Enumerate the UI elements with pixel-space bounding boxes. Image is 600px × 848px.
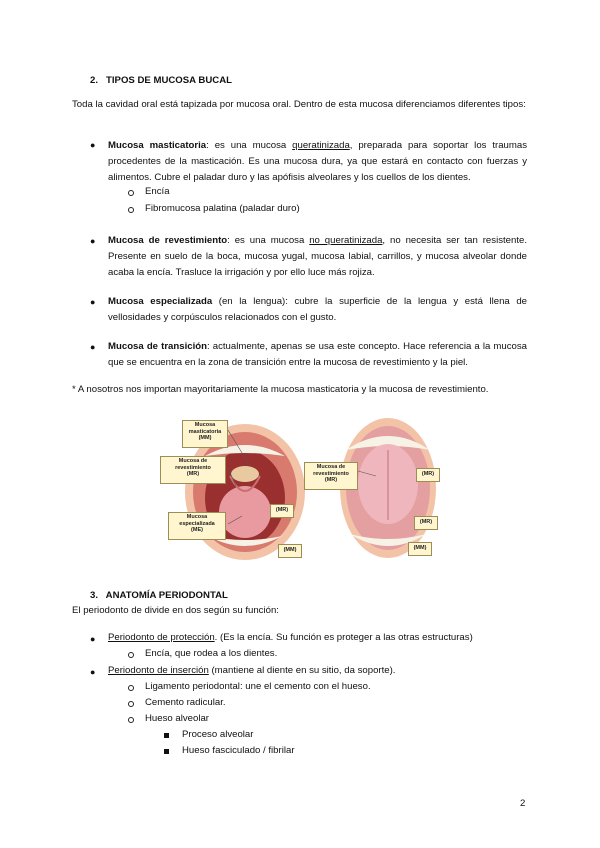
bullet-icon: ● — [90, 297, 96, 307]
label-mucosa-masticatoria — [182, 420, 228, 448]
term: Mucosa de transición — [108, 341, 207, 352]
label-line: (MR) — [186, 471, 200, 477]
sub-item: Encía — [145, 186, 170, 197]
circle-bullet-icon — [128, 652, 134, 658]
bullet-icon: ● — [90, 140, 96, 150]
label-line: Mucosa de — [178, 458, 208, 464]
term: Periodonto de inserción — [108, 665, 209, 676]
section-3-number: 3. — [90, 590, 99, 601]
list-item-mucosa-especializada — [108, 294, 527, 326]
circle-bullet-icon — [128, 685, 134, 691]
circle-bullet-icon — [128, 207, 134, 213]
circle-bullet-icon — [128, 190, 134, 196]
text: : es una mucosa — [206, 140, 293, 151]
page-number: 2 — [520, 798, 526, 809]
term: Periodonto de protección — [108, 632, 215, 643]
label-line: (MR) — [324, 477, 338, 483]
tag-mr-right-bottom: (MR) — [414, 516, 438, 530]
label-line: especializada — [179, 520, 215, 527]
section-3-title: ANATOMÍA PERIODONTAL — [105, 590, 228, 601]
label-line: (ME) — [191, 527, 203, 533]
text: , no necesita ser tan resistente. Presente en suelo de la boca, mucosa yugal, mucosa labial, carrillos, y mucosa alveolar donde acaba la encía. Trasluce la irrigación y por ello luce más rojiza. — [108, 235, 527, 278]
label-line: Mucosa — [186, 514, 208, 520]
list-item-mucosa-revestimiento — [108, 233, 527, 281]
text: : es una mucosa — [227, 235, 310, 246]
label-line: Mucosa de — [316, 464, 346, 470]
list-item-periodonto-insercion — [108, 663, 538, 679]
tag-mr-left: (MR) — [270, 504, 294, 518]
text: , preparada para soportar los traumas procedentes de la masticación. Es una mucosa dura, ya que estará en contacto con fuerzas y alimentos. Cubre el paladar duro y las apófisis alveolares y los cuellos de los dientes. — [108, 140, 528, 183]
label-line: masticatoria — [188, 428, 222, 435]
label-line: (MM) — [198, 435, 212, 441]
list-item-mucosa-transicion — [108, 339, 527, 371]
bullet-icon: ● — [90, 634, 96, 644]
circle-bullet-icon — [128, 701, 134, 707]
sub-item: Encía, que rodea a los dientes. — [145, 648, 278, 659]
tag-mm-right: (MM) — [408, 542, 432, 556]
term: Mucosa masticatoria — [108, 140, 207, 151]
sub-sub-item: Proceso alveolar — [182, 729, 254, 740]
section-2-heading — [90, 75, 232, 86]
label-line: revestimiento — [313, 470, 349, 477]
section-2-intro: Toda la cavidad oral está tapizada por mucosa oral. Dentro de esta mucosa diferenciamos diferentes tipos: — [72, 99, 526, 110]
list-item-mucosa-masticatoria — [108, 138, 527, 186]
bullet-icon: ● — [90, 236, 96, 246]
section-3-heading — [90, 590, 228, 601]
bullet-icon: ● — [90, 667, 96, 677]
tag-mr-right-top: (MR) — [416, 468, 440, 482]
sub-item: Fibromucosa palatina (paladar duro) — [145, 203, 300, 214]
underlined-term: no queratinizada — [309, 235, 383, 246]
sub-item: Hueso alveolar — [145, 713, 209, 724]
sub-sub-item: Hueso fasciculado / fibrilar — [182, 745, 295, 756]
list-item-periodonto-proteccion — [108, 630, 538, 646]
note: * A nosotros nos importan mayoritariamente la mucosa masticatoria y la mucosa de revestimiento. — [72, 384, 489, 395]
text: (mantiene al diente en su sitio, da soporte). — [208, 665, 396, 676]
circle-bullet-icon — [128, 717, 134, 723]
label-line: revestimiento — [175, 464, 211, 471]
section-2-title: TIPOS DE MUCOSA BUCAL — [106, 75, 232, 86]
sub-item: Cemento radicular. — [145, 697, 226, 708]
label-mucosa-revestimiento-right — [304, 462, 358, 490]
term: Mucosa especializada — [108, 296, 213, 307]
text: . (Es la encía. Su función es proteger a las otras estructuras) — [214, 632, 473, 643]
bullet-icon: ● — [90, 342, 96, 352]
square-bullet-icon — [164, 749, 169, 754]
sub-item: Ligamento periodontal: une el cemento con el hueso. — [145, 681, 371, 692]
tag-mm-left: (MM) — [278, 544, 302, 558]
square-bullet-icon — [164, 733, 169, 738]
term: Mucosa de revestimiento — [108, 235, 228, 246]
text: : actualmente, apenas se usa este concepto. Hace referencia a la mucosa que se encuentra en la zona de transición entre la mucosa de revestimiento y la piel. — [108, 341, 528, 368]
section-2-number: 2. — [90, 75, 99, 86]
label-mucosa-revestimiento-left — [160, 456, 226, 484]
label-mucosa-especializada — [168, 512, 226, 540]
text: (en la lengua): cubre la superficie de la lengua y está llena de vellosidades y corpúsculos relacionados con el gusto. — [108, 296, 528, 323]
section-3-intro: El periodonto de divide en dos según su función: — [72, 605, 279, 616]
label-line: Mucosa — [194, 422, 216, 428]
underlined-term: queratinizada — [292, 140, 350, 151]
mouth-figure — [158, 416, 440, 564]
